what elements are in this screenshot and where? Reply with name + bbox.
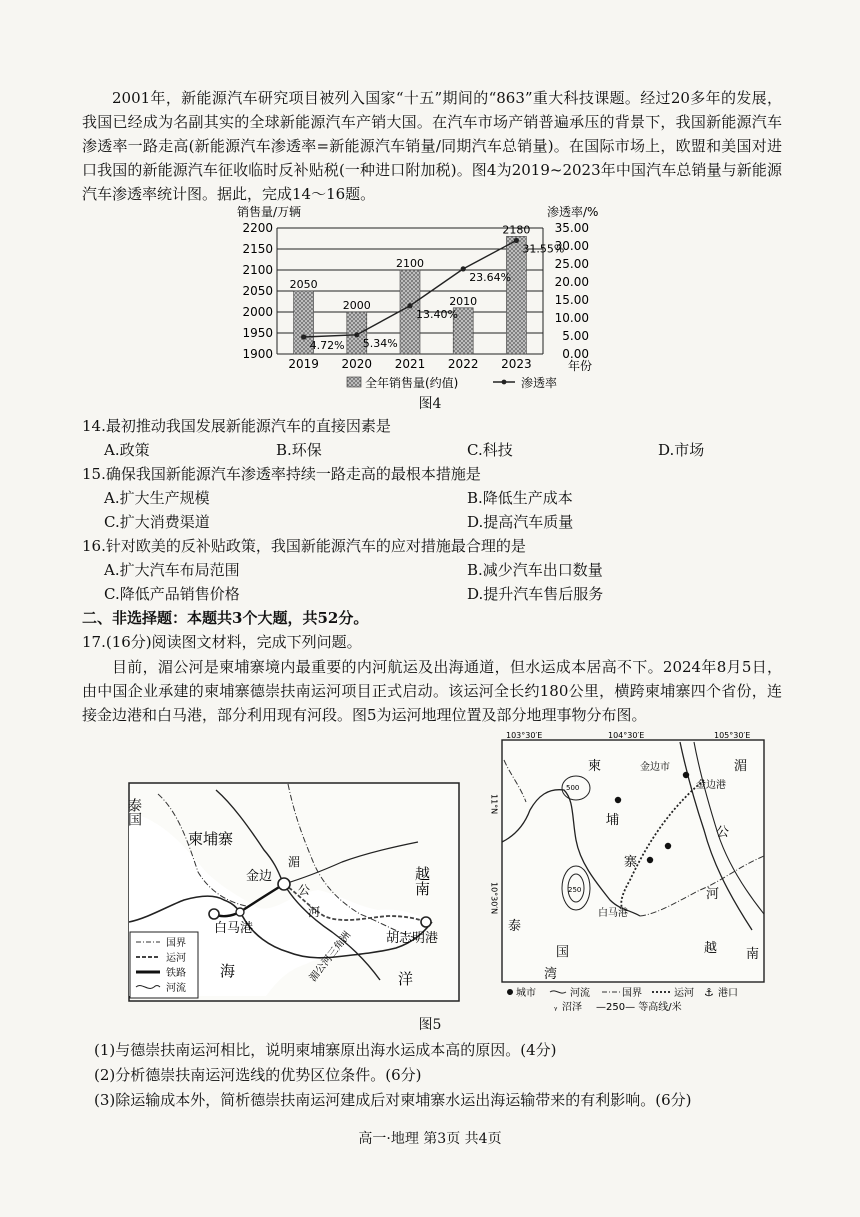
bar-label: 2100 bbox=[396, 257, 424, 270]
svg-text:南: 南 bbox=[746, 947, 760, 962]
line-label: 31.55% bbox=[522, 242, 565, 256]
figure5-right-map bbox=[490, 730, 766, 1015]
x-tick-label: 2019 bbox=[288, 357, 319, 371]
y-tick-right: 25.00 bbox=[554, 257, 589, 271]
line-point bbox=[461, 266, 466, 271]
svg-text:104°30′E: 104°30′E bbox=[608, 731, 645, 740]
svg-text:沼泽: 沼泽 bbox=[562, 1002, 582, 1013]
svg-text:公: 公 bbox=[716, 825, 730, 840]
x-tick-label: 2023 bbox=[501, 357, 532, 371]
line-label: 4.72% bbox=[309, 339, 345, 353]
svg-text:河流: 河流 bbox=[166, 983, 186, 994]
left-map-hcm: 胡志明港 bbox=[386, 931, 439, 946]
q15-option-b: B.降低生产成本 bbox=[467, 489, 573, 507]
svg-text:港口: 港口 bbox=[718, 988, 738, 999]
q15-stem: 15.确保我国新能源汽车渗透率持续一路走高的最根本措施是 bbox=[82, 465, 481, 483]
bar-label: 2010 bbox=[449, 294, 478, 308]
svg-text:ᵧ: ᵧ bbox=[554, 1003, 558, 1013]
y-tick-right: 10.00 bbox=[554, 311, 589, 325]
svg-text:柬: 柬 bbox=[588, 759, 602, 774]
svg-text:国: 国 bbox=[556, 945, 570, 960]
y-tick-right: 0.00 bbox=[562, 347, 589, 361]
left-map-delta: 湄公河三角洲 bbox=[307, 929, 354, 984]
chart-ylabel-right: 渗透率/% bbox=[547, 205, 599, 219]
legend-bar-swatch bbox=[347, 377, 361, 387]
bar-label: 2180 bbox=[502, 223, 531, 237]
line-point bbox=[407, 303, 412, 308]
x-tick-label: 2021 bbox=[394, 357, 426, 371]
chart-xlabel: 年份 bbox=[568, 359, 593, 373]
x-tick-label: 2022 bbox=[447, 357, 479, 371]
line-label: 23.64% bbox=[469, 270, 512, 284]
q17-sub-1: (1)与德崇扶南运河相比，说明柬埔寨原出海水运成本高的原因。(4分) bbox=[94, 1041, 557, 1059]
q17-paragraph: 目前，湄公河是柬埔寨境内最重要的内河航运及出海通道，但水运成本居高不下。2024年8月5日，由中国企业承建的柬埔寨德崇扶南运河项目正式启动。该运河全长约180公里，横跨柬埔寨四个省份，连接金边港和白马港，部分利用现有河段。图5为运河地理位置及部分地理事物分布图。 bbox=[82, 658, 782, 724]
q15-option-c: C.扩大消费渠道 bbox=[104, 513, 210, 531]
svg-text:11°N: 11°N bbox=[489, 794, 499, 815]
left-map-ocean: 洋 bbox=[398, 970, 414, 988]
right-map-kep: 白马港 bbox=[598, 908, 628, 919]
y-tick-right: 20.00 bbox=[554, 275, 589, 289]
q16-option-b: B.减少汽车出口数量 bbox=[467, 561, 603, 579]
q14-option-d: D.市场 bbox=[658, 441, 705, 459]
q17-sub-2: (2)分析德崇扶南运河选线的优势区位条件。(6分) bbox=[94, 1066, 422, 1084]
chart-ylabel-left: 销售量/万辆 bbox=[237, 205, 302, 219]
y-tick-left: 2200 bbox=[242, 221, 273, 235]
left-map-vietnam: 越南 bbox=[413, 866, 431, 896]
figure4-caption: 图4 bbox=[418, 396, 442, 412]
right-map-jinbian-city: 金边市 bbox=[640, 762, 670, 773]
q16-option-a: A.扩大汽车布局范围 bbox=[104, 561, 240, 579]
q14-stem: 14.最初推动我国发展新能源汽车的直接因素是 bbox=[82, 417, 391, 435]
left-map-phnompenh: 金边 bbox=[246, 869, 273, 884]
y-tick-left: 2150 bbox=[242, 242, 273, 256]
y-tick-right: 35.00 bbox=[554, 221, 589, 235]
right-map-legend bbox=[507, 986, 738, 1013]
svg-text:国界: 国界 bbox=[622, 988, 642, 999]
left-map-cambodia: 柬埔寨 bbox=[188, 830, 234, 848]
page-footer: 高一·地理 第3页 共4页 bbox=[358, 1131, 502, 1147]
svg-text:103°30′E: 103°30′E bbox=[506, 731, 543, 740]
left-map-sea: 海 bbox=[220, 962, 236, 980]
svg-text:国界: 国界 bbox=[166, 938, 186, 949]
svg-text:泰: 泰 bbox=[508, 919, 522, 934]
line-point bbox=[514, 238, 519, 243]
svg-text:500: 500 bbox=[566, 784, 580, 792]
left-map-mekong-1: 湄 bbox=[288, 855, 301, 869]
svg-text:10°30′N: 10°30′N bbox=[489, 882, 499, 915]
svg-text:湄: 湄 bbox=[734, 759, 748, 774]
svg-text:105°30′E: 105°30′E bbox=[714, 731, 751, 740]
left-map-legend bbox=[130, 932, 198, 998]
legend-line-marker bbox=[502, 380, 507, 385]
y-tick-right: 15.00 bbox=[554, 293, 589, 307]
y-tick-left: 1950 bbox=[242, 326, 273, 340]
y-tick-left: 2050 bbox=[242, 284, 273, 298]
svg-text:越: 越 bbox=[704, 941, 718, 956]
left-map-mekong-2: 公 bbox=[298, 883, 311, 897]
svg-text:—250— 等高线/米: —250— 等高线/米 bbox=[596, 1002, 682, 1013]
left-map-mekong-3: 河 bbox=[308, 905, 321, 919]
svg-text:运河: 运河 bbox=[166, 953, 186, 964]
bar-label: 2050 bbox=[289, 278, 318, 291]
section2-title: 二、非选择题：本题共3个大题，共52分。 bbox=[82, 609, 369, 627]
q16-option-c: C.降低产品销售价格 bbox=[104, 585, 240, 603]
svg-text:城市: 城市 bbox=[516, 988, 536, 999]
right-map-jinbian-port: 金边港 bbox=[696, 780, 726, 791]
q14-option-b: B.环保 bbox=[276, 441, 322, 459]
left-map-thailand: 泰国 bbox=[126, 798, 142, 826]
line-point bbox=[354, 332, 359, 337]
y-tick-left: 1900 bbox=[242, 347, 273, 361]
x-tick-label: 2020 bbox=[341, 357, 373, 371]
svg-text:寨: 寨 bbox=[624, 855, 638, 870]
y-tick-left: 2000 bbox=[242, 305, 273, 319]
q15-option-d: D.提高汽车质量 bbox=[467, 513, 574, 531]
line-point bbox=[301, 334, 306, 339]
figure5-caption: 图5 bbox=[418, 1017, 442, 1033]
legend-bar-label: 全年销售量(约值) bbox=[365, 376, 459, 390]
svg-text:铁路: 铁路 bbox=[166, 968, 186, 979]
intro-paragraph: 2001年，新能源汽车研究项目被列入国家“十五”期间的“863”重大科技课题。经过20多年的发展，我国已经成为名副其实的全球新能源汽车产销大国。在汽车市场产销普遍承压的背景下，我国新能源汽车渗透率一路走高(新能源汽车渗透率=新能源汽车销量/同期汽车总销量)。在国际市场上，欧盟和美国对进口我国的新能源汽车征收临时反补贴税(一种进口附加税)。图4为2019~2023年中国汽车总销量与新能源汽车渗透率统计图。据此，完成14～16题。 bbox=[82, 89, 782, 203]
figure4-chart bbox=[225, 198, 665, 393]
q16-stem: 16.针对欧美的反补贴政策，我国新能源汽车的应对措施最合理的是 bbox=[82, 537, 526, 555]
y-tick-right: 30.00 bbox=[554, 239, 589, 253]
svg-text:河: 河 bbox=[706, 887, 720, 902]
svg-text:埔: 埔 bbox=[606, 813, 620, 828]
svg-text:250: 250 bbox=[568, 886, 582, 894]
line-label: 13.40% bbox=[416, 307, 458, 321]
left-map-kep: 白马港 bbox=[214, 921, 254, 936]
q17-title: 17.(16分)阅读图文材料，完成下列问题。 bbox=[82, 633, 362, 651]
q17-sub-3: (3)除运输成本外，简析德崇扶南运河建成后对柬埔寨水运出海运输带来的有利影响。(6分) bbox=[94, 1091, 692, 1109]
q14-option-a: A.政策 bbox=[104, 441, 150, 459]
svg-text:⚓: ⚓ bbox=[704, 986, 714, 999]
line-label: 5.34% bbox=[362, 336, 398, 350]
y-tick-left: 2100 bbox=[242, 263, 273, 277]
figure5-left-map bbox=[128, 782, 460, 1002]
q14-option-c: C.科技 bbox=[467, 441, 513, 459]
svg-text:河流: 河流 bbox=[570, 988, 590, 999]
q15-option-a: A.扩大生产规模 bbox=[104, 489, 210, 507]
bar-label: 2000 bbox=[342, 299, 371, 312]
svg-text:湾: 湾 bbox=[544, 967, 558, 982]
y-tick-right: 5.00 bbox=[562, 329, 589, 343]
svg-text:运河: 运河 bbox=[674, 988, 694, 999]
legend-line-label: 渗透率 bbox=[521, 376, 558, 390]
q16-option-d: D.提升汽车售后服务 bbox=[467, 585, 604, 603]
